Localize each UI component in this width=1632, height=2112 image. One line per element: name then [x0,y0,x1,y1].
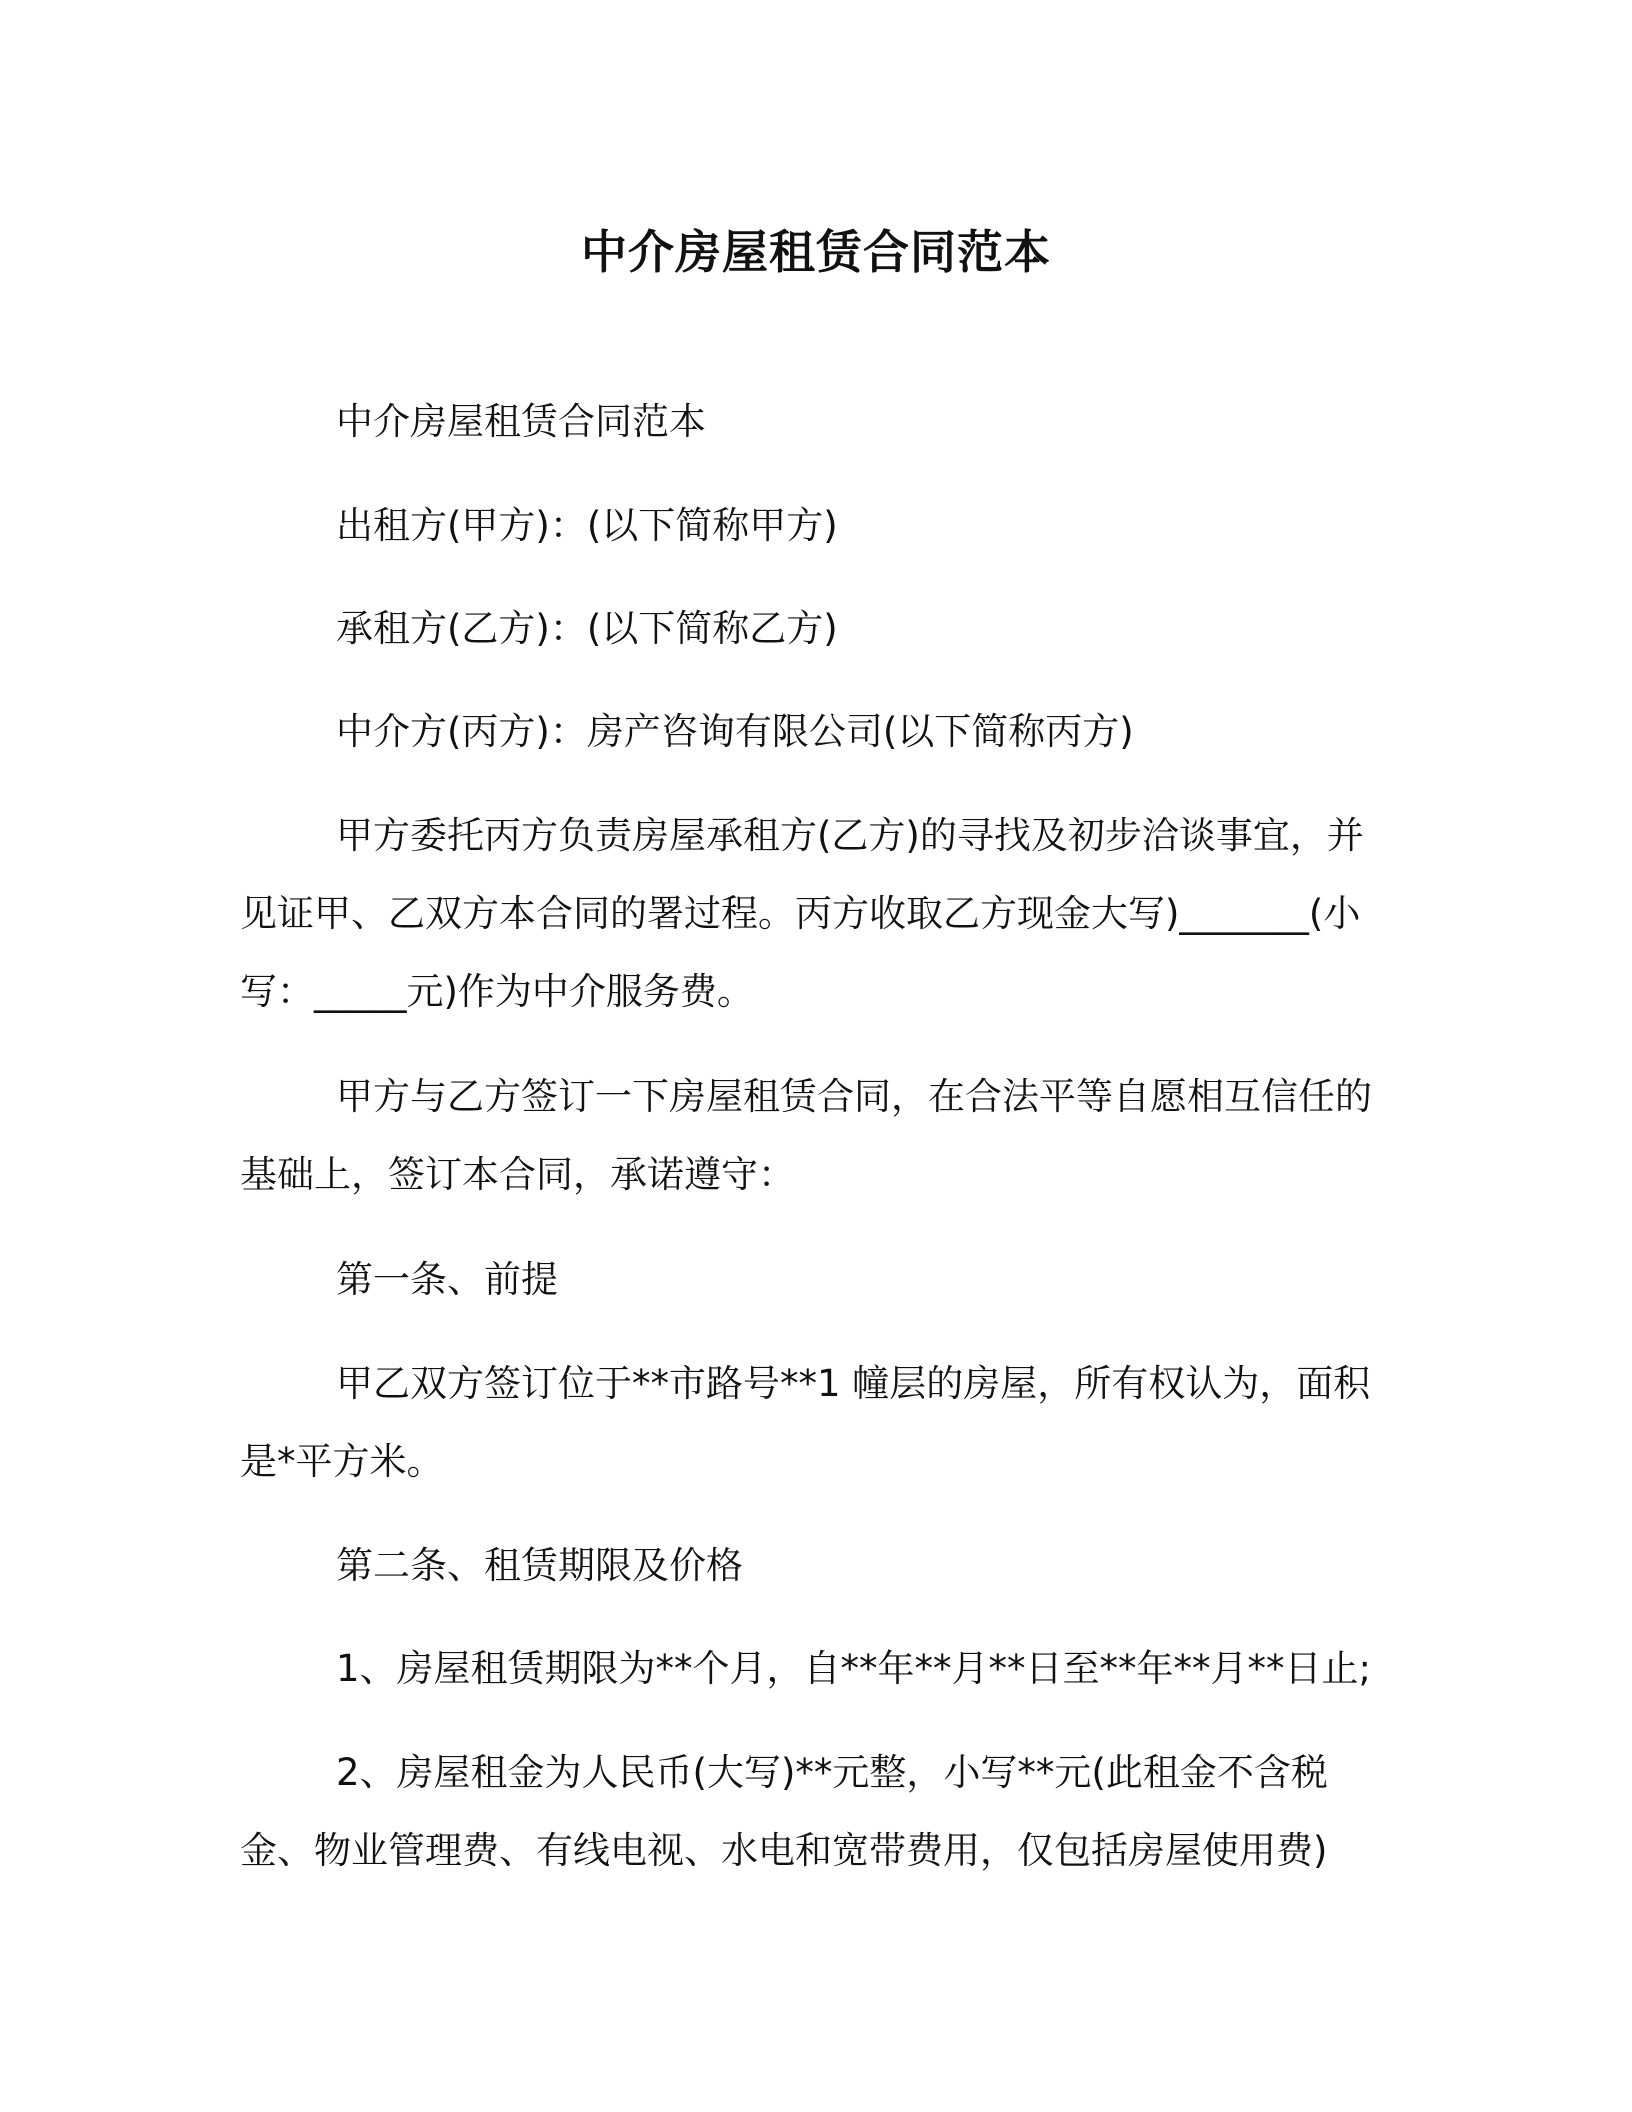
paragraph-agent: 中介方(丙方)：房产咨询有限公司(以下简称丙方) [336,710,1134,753]
article-2-item-2: 2、房屋租金为人民币(大写)**元整，小写**元(此租金不含税金、物业管理费、有线电视、水电和宽带费用，仅包括房屋使用费) [240,1751,1328,1872]
article-1-heading: 第一条、前提 [336,1258,558,1301]
paragraph-agreement: 甲方与乙方签订一下房屋租赁合同，在合法平等自愿相互信任的基础上，签订本合同，承诺遵守： [240,1075,1372,1196]
paragraph-lessee: 承租方(乙方)：(以下简称乙方) [336,607,838,650]
paragraph-subtitle: 中介房屋租赁合同范本 [336,400,706,443]
paragraph-commission: 甲方委托丙方负责房屋承租方(乙方)的寻找及初步洽谈事宜，并见证甲、乙双方本合同的署过程。丙方收取乙方现金大写)_______(小写：_____元)作为中介服务费。 [240,814,1364,1013]
article-2-item-1: 1、房屋租赁期限为**个月，自**年**月**日至**年**月**日止; [336,1647,1372,1690]
article-1-body: 甲乙双方签订位于**市路号**1 幢层的房屋，所有权认为，面积是*平方米。 [240,1362,1371,1483]
article-2-heading: 第二条、租赁期限及价格 [336,1544,743,1587]
document-title: 中介房屋租赁合同范本 [581,225,1051,279]
paragraph-lessor: 出租方(甲方)：(以下简称甲方) [336,504,838,547]
